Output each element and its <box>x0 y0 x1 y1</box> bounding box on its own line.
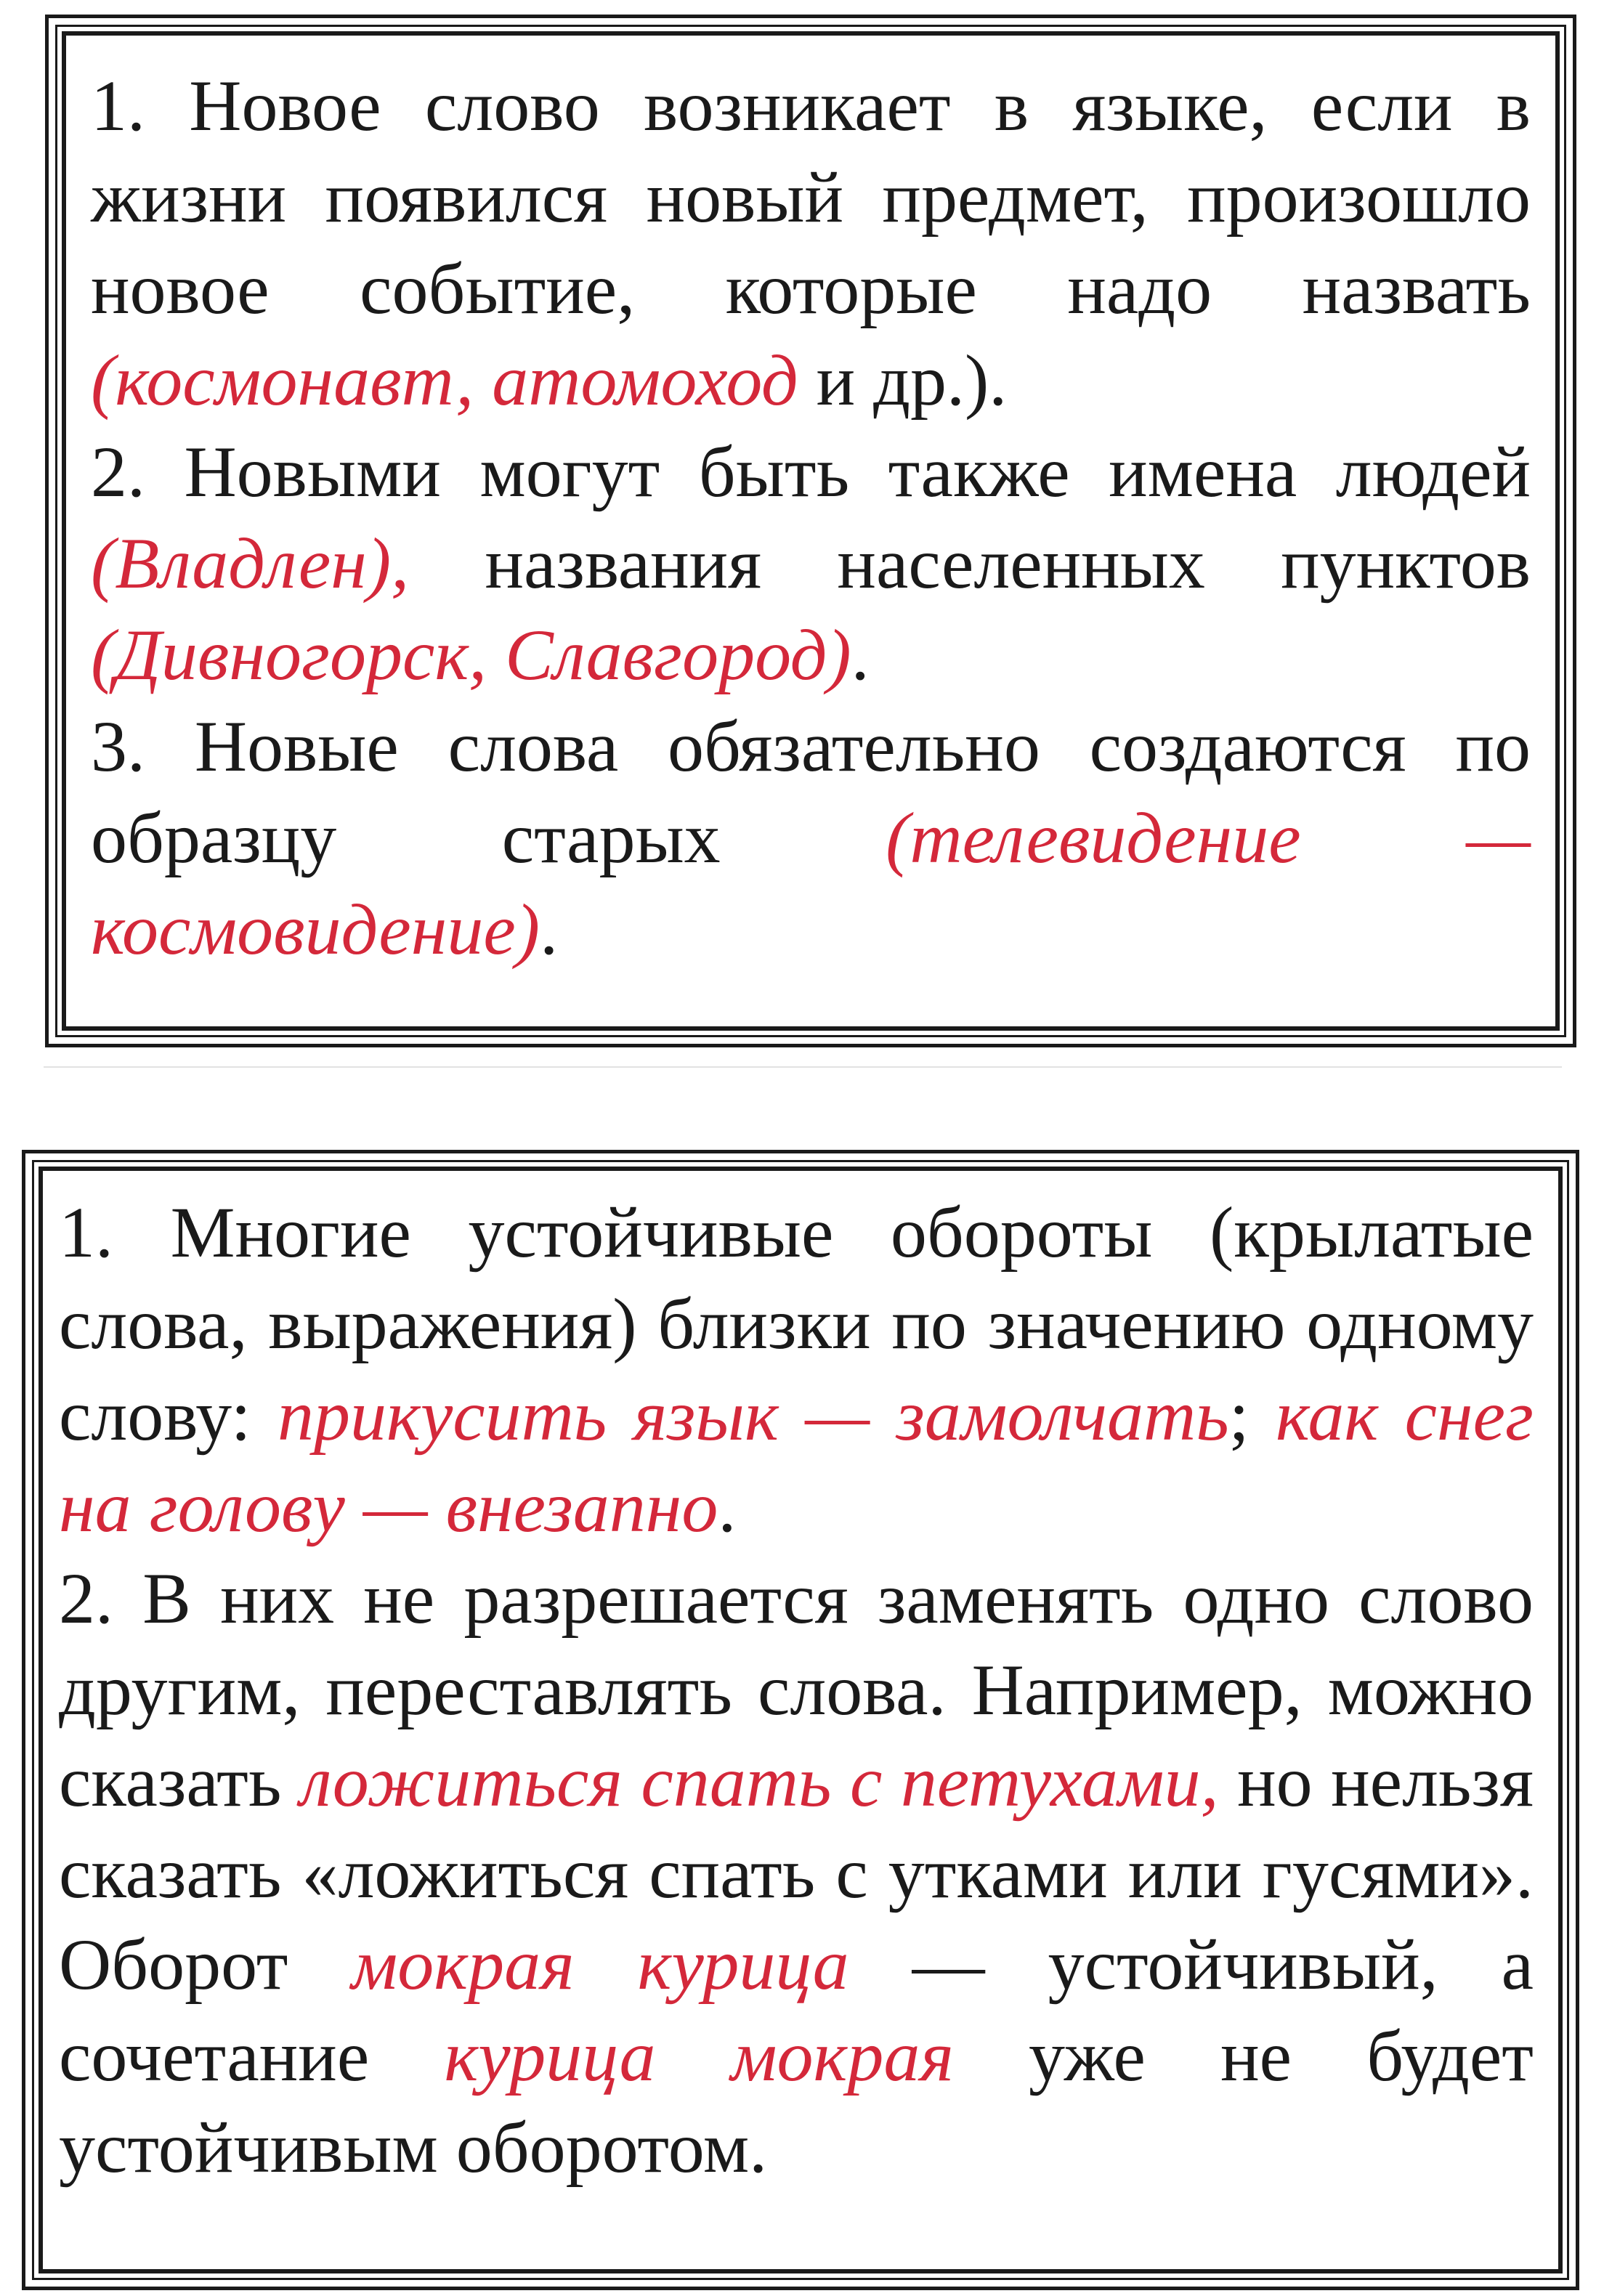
example-text: (Владлен), <box>91 523 410 604</box>
card-separator <box>44 1066 1562 1068</box>
paragraph-text: 2. В них не разрешается заменять одно слово другим, переставлять слова. Например, можно сказать <box>59 1558 1534 1822</box>
paragraph-text: — устойчивый, а сочетание <box>59 1924 1534 2096</box>
paragraph-text: 3. Новые слова обязательно создаются по образцу старых <box>91 706 1531 878</box>
rule-card-new-words <box>45 15 1576 1047</box>
paragraph-2 <box>91 426 1531 701</box>
example-text: (телевидение — космовидение) <box>91 798 1531 970</box>
paragraph-text: названия населенных пунктов <box>409 523 1531 604</box>
example-text: (Дивногорск, Славгород) <box>91 614 851 695</box>
paragraph-tail: . <box>718 1467 737 1547</box>
card-text <box>91 60 1531 975</box>
paragraph-3 <box>91 701 1531 975</box>
paragraph-text: но нельзя сказать «ложиться спать с утками или гусями». Оборот <box>59 1741 1534 2005</box>
example-text: как снег на голову — внезапно <box>59 1375 1534 1547</box>
example-text: (космонавт, атомоход <box>91 340 798 421</box>
paragraph-text: 1. Новое слово возникает в языке, если в жизни появился новый предмет, произошло новое событие, которые надо назвать <box>91 65 1531 329</box>
paragraph-tail: уже не будет устойчивым оборотом. <box>59 2016 1534 2188</box>
card-text <box>59 1187 1534 2194</box>
paragraph-tail: . <box>540 889 559 970</box>
paragraph-1 <box>59 1187 1534 1553</box>
example-text: мокрая курица <box>351 1924 849 2005</box>
paragraph-text: 2. Новыми могут быть также имена людей <box>91 431 1531 512</box>
example-text: прикусить язык — замолчать <box>278 1375 1229 1456</box>
rule-card-set-phrases <box>22 1150 1579 2290</box>
paragraph-text: 1. Многие устойчивые обороты (крылатые слова, выражения) близки по значению одному слову: <box>59 1192 1534 1456</box>
example-text: ложиться спать с петухами, <box>299 1741 1219 1822</box>
paragraph-1 <box>91 60 1531 426</box>
paragraph-tail: . <box>851 614 870 695</box>
paragraph-tail: и др.). <box>798 340 1008 421</box>
example-text: курица мокрая <box>444 2016 954 2096</box>
paragraph-2 <box>59 1553 1534 2194</box>
paragraph-text: ; <box>1228 1375 1276 1456</box>
